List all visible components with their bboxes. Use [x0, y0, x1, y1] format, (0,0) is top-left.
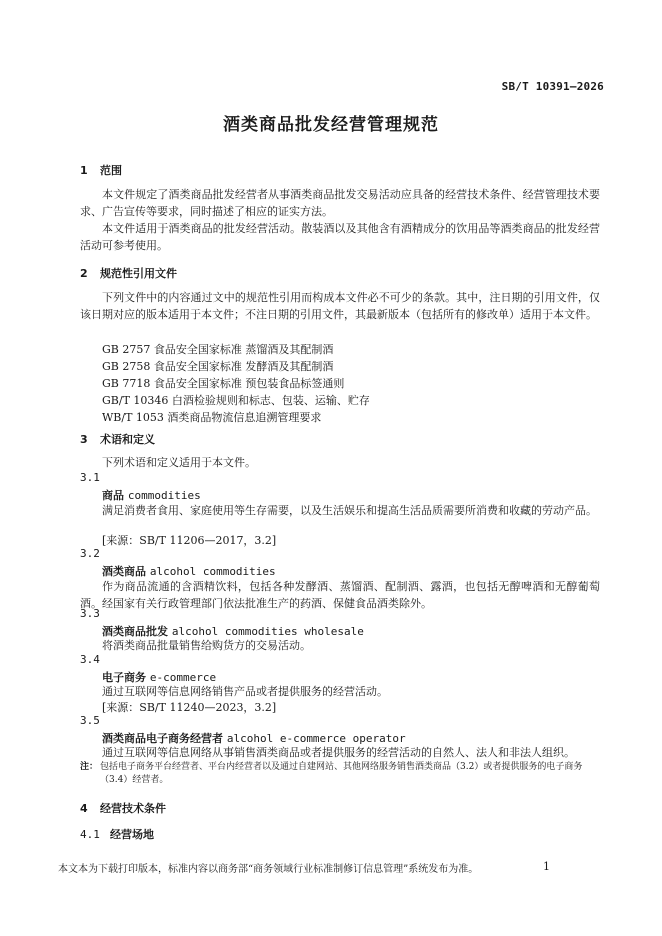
scope-paragraph-2: 本文件适用于酒类商品的批发经营活动。散装酒以及其他含有酒精成分的饮用品等酒类商品的批发经营活动可参考使用。: [80, 222, 600, 252]
term-number: 3.1: [80, 471, 100, 484]
references-intro: 下列文件中的内容通过文中的规范性引用而构成本文件必不可少的条款。其中，注日期的引用文件，仅该日期对应的版本适用于本文件；不注日期的引用文件，其最新版本（包括所有的修改单）适用于本文件。: [80, 291, 600, 321]
term-definition: 通过互联网等信息网络从事销售酒类商品或者提供服务的经营活动的自然人、法人和非法人组织。: [102, 746, 575, 759]
term-en: alcohol commodities: [149, 565, 276, 578]
section-1-heading: [80, 162, 122, 178]
section-number: 4: [80, 802, 88, 815]
term-definition: 作为商品流通的含酒精饮料，包括各种发酵酒、蒸馏酒、配制酒、露酒，也包括无醇啤酒和无醇葡萄酒。经国家有关行政管理部门依法批准生产的药酒、保健食品酒类除外。: [80, 580, 600, 610]
section-number: 2: [80, 267, 88, 280]
term-number: 3.5: [80, 714, 100, 727]
term-title: [102, 487, 201, 503]
term-number: 3.4: [80, 653, 100, 666]
term-definition: 通过互联网等信息网络销售产品或者提供服务的经营活动。: [102, 685, 388, 698]
section-title: 规范性引用文件: [100, 267, 177, 280]
note-label: 注：: [80, 762, 99, 772]
reference-item: GB/T 10346 白酒检验规则和标志、包装、运输、贮存: [102, 394, 370, 407]
scope-paragraph-1: 本文件规定了酒类商品批发经营者从事酒类商品批发交易活动应具备的经营技术条件、经营管理技术要求、广告宣传等要求，同时描述了相应的证实方法。: [80, 188, 600, 218]
note-text: 包括电子商务平台经营者、平台内经营者以及通过自建网站、其他网络服务销售酒类商品（3.2）或者提供服务的电子商务（3.4）经营者。: [100, 762, 583, 785]
term-zh: 电子商务: [102, 671, 146, 684]
section-2-heading: [80, 265, 177, 281]
section-title: 经营技术条件: [100, 802, 166, 815]
term-zh: 商品: [102, 489, 124, 502]
subsection-title: 经营场地: [110, 828, 154, 841]
section-number: 3: [80, 433, 88, 446]
term-en: alcohol commodities wholesale: [171, 625, 364, 638]
section-3-heading: [80, 431, 155, 447]
term-en: alcohol e-commerce operator: [226, 732, 406, 745]
footer-note: 本文本为下载打印版本，标准内容以商务部“商务领域行业标准制修订信息管理”系统发布为准。: [58, 864, 479, 875]
term-en: commodities: [127, 489, 201, 502]
section-title: 范围: [100, 164, 122, 177]
subsection-number: 4.1: [80, 828, 100, 841]
document-title: 酒类商品批发经营管理规范: [223, 115, 439, 135]
term-number: 3.2: [80, 547, 100, 560]
term-number: 3.3: [80, 607, 100, 620]
term-zh: 酒类商品批发: [102, 625, 168, 638]
page-number: 1: [543, 860, 550, 873]
standard-code: SB/T 10391—2026: [501, 80, 604, 93]
term-source: [来源：SB/T 11240—2023，3.2]: [102, 701, 277, 714]
subsection-4-1-heading: [80, 826, 154, 842]
term-note: [80, 761, 602, 787]
term-zh: 酒类商品: [102, 565, 146, 578]
reference-item: GB 7718 食品安全国家标准 预包装食品标签通则: [102, 377, 345, 390]
reference-item: GB 2757 食品安全国家标准 蒸馏酒及其配制酒: [102, 343, 334, 356]
reference-item: WB/T 1053 酒类商品物流信息追溯管理要求: [102, 411, 322, 424]
terms-intro: 下列术语和定义适用于本文件。: [102, 456, 256, 469]
term-zh: 酒类商品电子商务经营者: [102, 732, 223, 745]
term-definition: 满足消费者食用、家庭使用等生存需要，以及生活娱乐和提高生活品质需要所消费和收藏的劳动产品。: [102, 504, 597, 517]
term-title: [102, 563, 276, 579]
section-title: 术语和定义: [100, 433, 155, 446]
section-4-heading: [80, 800, 166, 816]
term-en: e-commerce: [149, 671, 217, 684]
term-source: [来源：SB/T 11206—2017，3.2]: [102, 534, 277, 547]
section-number: 1: [80, 164, 88, 177]
reference-item: GB 2758 食品安全国家标准 发酵酒及其配制酒: [102, 360, 334, 373]
term-definition: 将酒类商品批量销售给购货方的交易活动。: [102, 639, 311, 652]
